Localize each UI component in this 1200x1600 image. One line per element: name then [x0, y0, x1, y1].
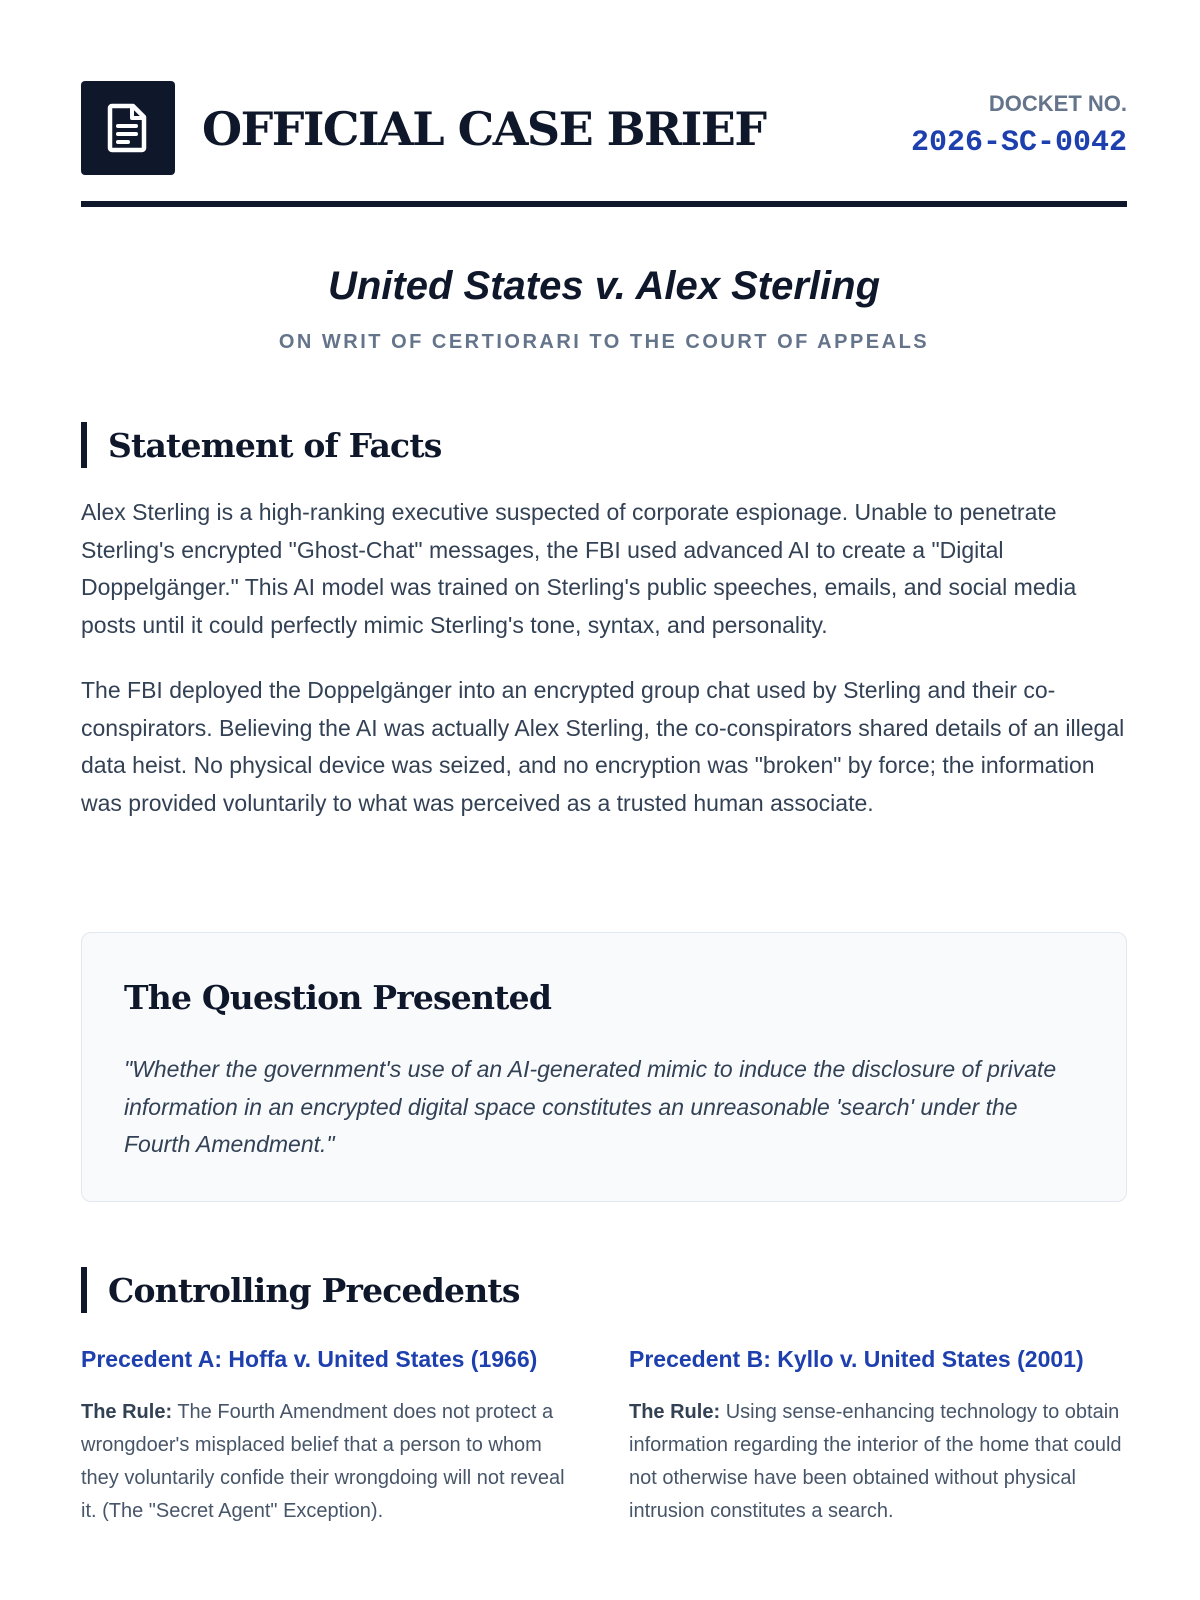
- facts-paragraph: Alex Sterling is a high-ranking executive suspected of corporate espionage. Unable to penetrate Sterling's encrypted "Ghost-Chat" messages, the FBI used advanced AI to create a "Digital Doppelgänger." This AI model was trained on Sterling's public speeches, emails, and social media posts until it could perfectly mimic Sterling's tone, syntax, and personality.: [81, 499, 1077, 638]
- heading-accent-bar: [81, 1267, 87, 1313]
- precedent-title: Precedent A: Hoffa v. United States (1966): [81, 1346, 538, 1372]
- statement-of-facts: [81, 494, 1127, 850]
- rule-text: The Fourth Amendment does not protect a wrongdoer's misplaced belief that a person to whom they voluntarily confide their wrongdoing will not reveal it. (The "Secret Agent" Exception).: [81, 1401, 565, 1522]
- facts-paragraph: The FBI deployed the Doppelgänger into an encrypted group chat used by Sterling and their co-conspirators. Believing the AI was actually Alex Sterling, the co-conspirators shared details of an illegal data heist. No physical device was seized, and no encryption was "broken" by force; the information was provided voluntarily to what was perceived as a trusted human associate.: [81, 677, 1125, 816]
- question-heading: The Question Presented: [124, 978, 552, 1017]
- rule-label: The Rule:: [81, 1401, 173, 1423]
- docket: [911, 89, 1127, 163]
- document-icon: [106, 103, 150, 153]
- header: [81, 81, 1127, 175]
- precedent-b: [629, 1342, 1127, 1528]
- facts-heading: [81, 422, 1127, 468]
- precedent-a: [81, 1342, 579, 1528]
- precedent-title: Precedent B: Kyllo v. United States (2001): [629, 1346, 1084, 1372]
- case-title: United States v. Alex Sterling: [327, 264, 880, 308]
- case-subtitle: ON WRIT OF CERTIORARI TO THE COURT OF APPEALS: [278, 331, 930, 353]
- precedent-rule: [81, 1396, 579, 1528]
- logo: [81, 81, 175, 175]
- brief-title: OFFICIAL CASE BRIEF: [202, 102, 766, 156]
- heading-accent-bar: [81, 422, 87, 468]
- question-presented-box: [81, 932, 1127, 1202]
- precedents-heading-label: Controlling Precedents: [108, 1271, 520, 1310]
- rule-label: The Rule:: [629, 1401, 721, 1423]
- docket-number: 2026-SC-0042: [910, 126, 1127, 160]
- facts-heading-label: Statement of Facts: [108, 426, 442, 465]
- precedent-rule: [629, 1396, 1127, 1528]
- header-divider: [81, 201, 1127, 207]
- rule-text: Using sense-enhancing technology to obtain information regarding the interior of the home that could not otherwise have been obtained without physical intrusion constitutes a search.: [629, 1401, 1122, 1522]
- precedents-heading: [81, 1267, 1127, 1313]
- question-text: "Whether the government's use of an AI-generated mimic to induce the disclosure of private information in an encrypted digital space constitutes an unreasonable 'search' under the Fourth Amendment.": [124, 1056, 1057, 1157]
- docket-label: DOCKET NO.: [988, 91, 1127, 116]
